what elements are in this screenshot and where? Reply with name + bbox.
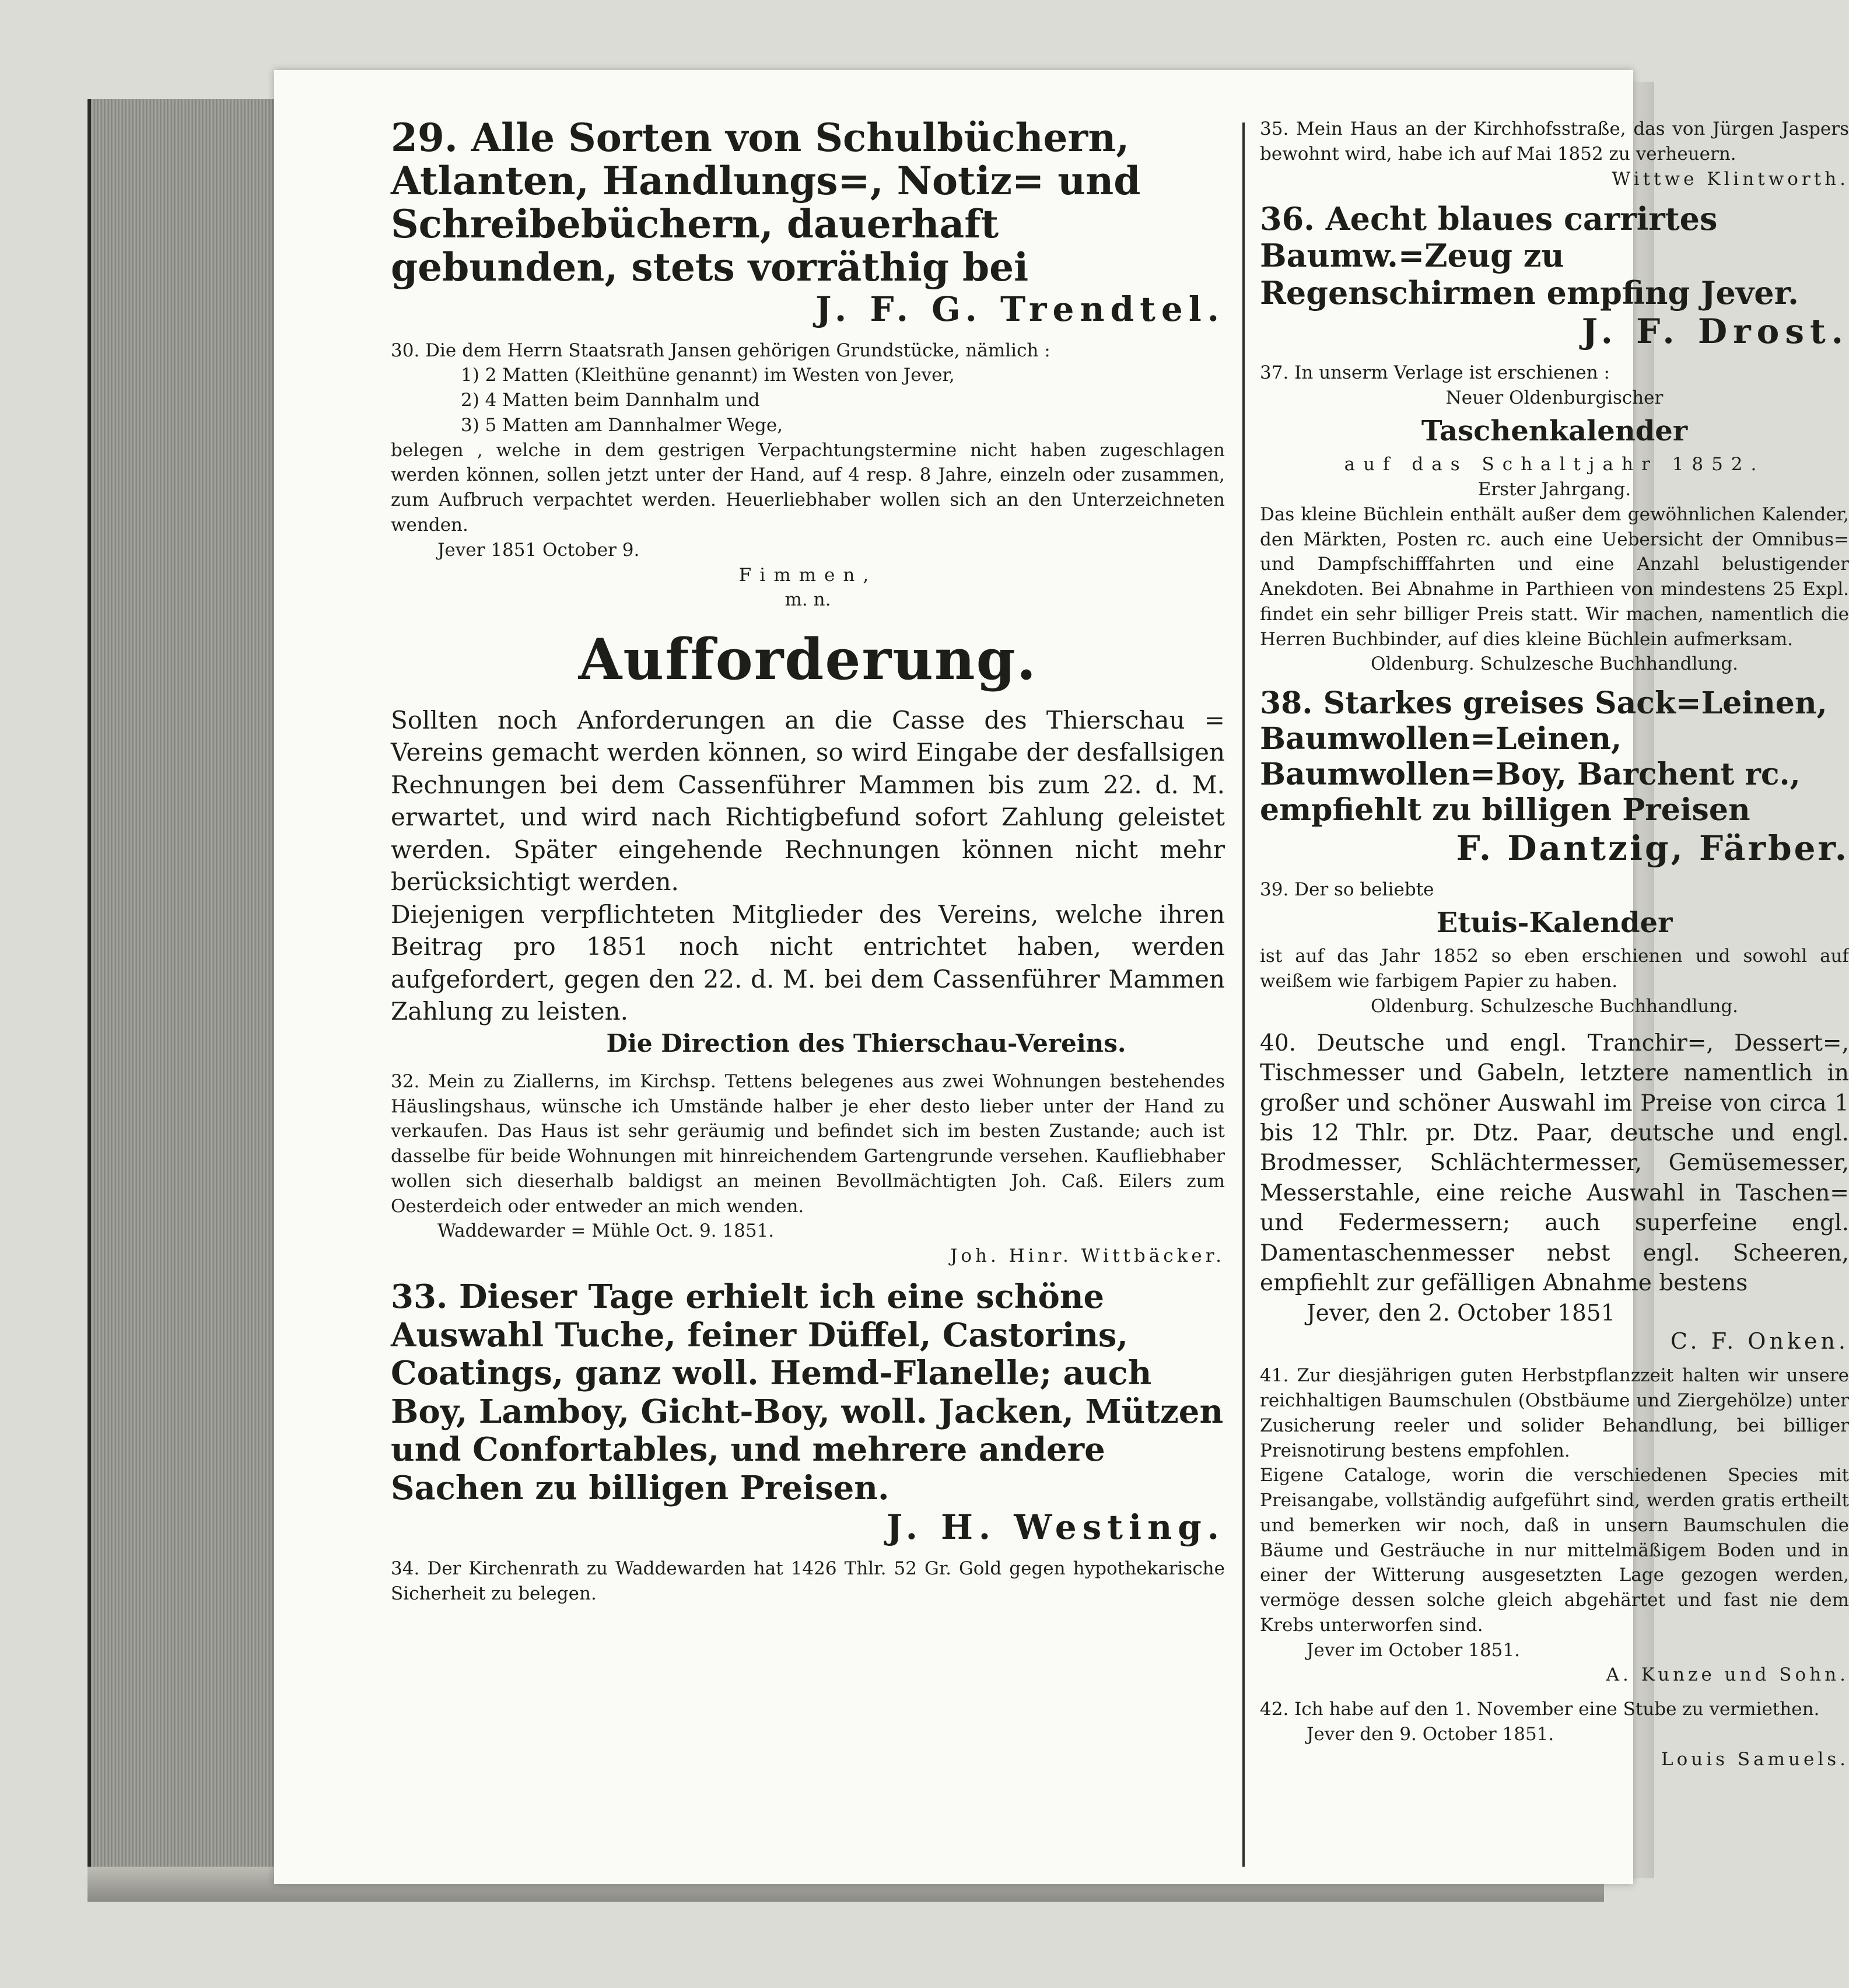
ad-34-text: 34. Der Kirchenrath zu Waddewarden hat 1426 Thlr. 52 Gr. Gold gegen hypothekarische Sicherheit zu belegen.	[391, 1558, 1225, 1604]
ad-37-title: Taschenkalender	[1421, 415, 1688, 448]
ad-38-signature: F. Dantzig, Färber.	[1456, 828, 1849, 868]
ad-30-item-2: 2) 4 Matten beim Dannhalm und	[461, 390, 760, 411]
ad-41-signature: A. Kunze und Sohn.	[1606, 1664, 1849, 1686]
ad-33-signature: J. H. Westing.	[886, 1507, 1225, 1548]
ad-41-para-2: Eigene Cataloge, worin die verschiedenen Species mit Preisangabe, vollständig aufgeführt sind, werden gratis ertheilt und bemerken wir noch, daß in unsern Baumschulen die Bäume und Gesträuche in nur mittelmäßigem Boden und in einer der Witterung ausgesetzten Lage gezogen werden, vermöge dessen solche gleich abgehärtet und fast nie dem Krebs unterworfen sind.	[1260, 1465, 1849, 1636]
ad-35-text: 35. Mein Haus an der Kirchhofsstraße, das von Jürgen Jaspers bewohnt wird, habe ich auf Mai 1852 zu verheuern.	[1260, 118, 1849, 164]
ad-30-signature: Fimmen,	[738, 564, 877, 586]
aufforderung-para-2: Diejenigen verpflichteten Mitglieder des Vereins, welche ihren Beitrag pro 1851 noch nicht entrichtet haben, werden aufgefordert, gegen den 22. d. M. bei dem Cassenführer Mammen Zahlung zu leisten.	[391, 900, 1225, 1026]
ad-29	[391, 117, 1225, 329]
ad-33-text: 33. Dieser Tage erhielt ich eine schöne Auswahl Tuche, feiner Düffel, Castorins, Coatings, ganz woll. Hemd-Flanelle; auch Boy, Lamboy, Gicht-Boy, woll. Jacken, Mützen und Confortables, und mehrere andere Sachen zu billigen Preisen.	[391, 1277, 1224, 1507]
ad-42	[1260, 1697, 1849, 1772]
ad-37-year-line: auf das Schaltjahr 1852.	[1344, 454, 1765, 475]
ad-33	[391, 1278, 1225, 1547]
ad-32	[391, 1069, 1225, 1269]
ad-40-date: Jever, den 2. October 1851	[1307, 1300, 1616, 1326]
ad-35	[1260, 117, 1849, 191]
ad-32-signature: Joh. Hinr. Wittbäcker.	[950, 1245, 1225, 1267]
ad-36-text: 36. Aecht blaues carrirtes Baumw.=Zeug zu Regenschirmen empfing Jever.	[1260, 200, 1799, 312]
ad-39	[1260, 877, 1849, 1019]
newspaper-page	[274, 70, 1849, 1884]
aufforderung-notice	[391, 626, 1225, 1060]
ad-36	[1260, 201, 1849, 351]
ad-30	[391, 338, 1225, 612]
aufforderung-heading: Aufforderung.	[578, 626, 1038, 693]
ad-38	[1260, 686, 1849, 867]
ad-37-edition: Erster Jahrgang.	[1477, 479, 1631, 501]
ad-41-para-1: 41. Zur diesjährigen guten Herbstpflanzzeit halten wir unsere reichhaltigen Baumschulen (Obstbäume und Ziergehölze) unter Zusicherung reeler und solider Behandlung, bei billiger Preisnotirung bestens empfohlen.	[1260, 1365, 1849, 1461]
column-divider	[1242, 123, 1245, 1867]
ad-37-intro: 37. In unserm Verlage ist erschienen :	[1260, 362, 1610, 383]
ad-37-body: Das kleine Büchlein enthält außer dem gewöhnlichen Kalender, den Märkten, Posten rc. auch eine Uebersicht der Omnibus= und Dampfschifffahrten und eine Anzahl belustigender Anekdoten. Bei Abnahme in Parthieen von mindestens 25 Expl. findet ein sehr billiger Preis statt. Wir machen, namentlich die Herren Buchbinder, auf dies kleine Büchlein aufmerksam.	[1260, 503, 1849, 650]
ad-41-date: Jever im October 1851.	[1307, 1639, 1520, 1661]
ad-39-signature: Oldenburg. Schulzesche Buchhandlung.	[1370, 995, 1739, 1017]
ad-30-intro: 30. Die dem Herrn Staatsrath Jansen gehörigen Grundstücke, nämlich :	[391, 340, 1050, 361]
ad-37-signature: Oldenburg. Schulzesche Buchhandlung.	[1370, 653, 1739, 675]
ad-42-text: 42. Ich habe auf den 1. November eine Stube zu vermiethen.	[1260, 1699, 1820, 1720]
ad-40	[1260, 1028, 1849, 1354]
ad-42-signature: Louis Samuels.	[1661, 1748, 1849, 1770]
ad-40-text: 40. Deutsche und engl. Tranchir=, Dessert=, Tischmesser und Gabeln, letztere namentlich in großer und schöner Auswahl im Preise von circa 1 bis 12 Thlr. pr. Dtz. Paar, deutsche und engl. Brodmesser, Schlächtermesser, Gemüsemesser, Messerstahle, eine reiche Auswahl in Taschen= und Federmessern; auch superfeine engl. Damentaschenmesser nebst engl. Scheeren, empfiehlt zur gefälligen Abnahme bestens	[1260, 1030, 1849, 1297]
ad-41	[1260, 1363, 1849, 1688]
left-column	[391, 117, 1225, 1616]
ad-34	[391, 1556, 1225, 1606]
ad-40-signature: C. F. Onken.	[1670, 1328, 1849, 1354]
ad-39-body: ist auf das Jahr 1852 so eben erschienen und sowohl auf weißem wie farbigem Papier zu haben.	[1260, 946, 1849, 992]
ad-39-title: Etuis-Kalender	[1436, 907, 1673, 940]
ad-38-text: 38. Starkes greises Sack=Leinen, Baumwollen=Leinen, Baumwollen=Boy, Barchent rc., empfiehlt zu billigen Preisen	[1260, 685, 1827, 828]
book-page-edges	[87, 99, 283, 1896]
ad-42-date: Jever den 9. October 1851.	[1307, 1724, 1554, 1745]
aufforderung-signature: Die Direction des Thierschau-Vereins.	[606, 1029, 1126, 1058]
ad-29-text: 29. Alle Sorten von Schulbüchern, Atlanten, Handlungs=, Notiz= und Schreibebüchern, dauerhaft gebunden, stets vorräthig bei	[391, 115, 1141, 290]
ad-32-date: Waddewarder = Mühle Oct. 9. 1851.	[437, 1220, 775, 1242]
ad-32-text: 32. Mein zu Ziallerns, im Kirchsp. Tettens belegenes aus zwei Wohnungen bestehendes Häuslingshaus, wünsche ich Umstände halber je eher desto lieber unter der Hand zu verkaufen. Das Haus ist sehr geräumig und befindet sich im besten Zustande; auch ist dasselbe für beide Wohnungen mit hinreichendem Gartengrunde versehen. Kaufliebhaber wollen sich dieserhalb baldigst an meinen Bevollmächtigten Joh. Caß. Eilers zum Oesterdeich oder entweder an mich wenden.	[391, 1070, 1225, 1217]
ad-30-item-3: 3) 5 Matten am Dannhalmer Wege,	[461, 414, 783, 436]
ad-30-item-1: 1) 2 Matten (Kleithüne genannt) im Westen von Jever,	[461, 365, 955, 386]
ad-30-date: Jever 1851 October 9.	[437, 539, 640, 561]
ad-37-subtitle: Neuer Oldenburgischer	[1445, 387, 1664, 408]
ad-35-signature: Wittwe Klintworth.	[1612, 168, 1849, 190]
aufforderung-para-1: Sollten noch Anforderungen an die Casse des Thierschau = Vereins gemacht werden können, so wird Eingabe der desfallsigen Rechnungen bei dem Cassenführer Mammen bis zum 22. d. M. erwartet, und wird nach Richtigbefund sofort Zahlung geleistet werden. Später eingehende Rechnungen können nicht mehr berücksichtigt werden.	[391, 706, 1225, 897]
ad-30-signature-2: m. n.	[785, 589, 831, 611]
ad-39-intro: 39. Der so beliebte	[1260, 878, 1434, 900]
ad-36-signature: J. F. Drost.	[1581, 311, 1849, 351]
right-column	[1260, 117, 1849, 1782]
ad-37	[1260, 360, 1849, 677]
ad-29-signature: J. F. G. Trendtel.	[815, 289, 1225, 329]
ad-30-body: belegen , welche in dem gestrigen Verpachtungstermine nicht haben zugeschlagen werden können, sollen jetzt unter der Hand, auf 4 resp. 8 Jahre, einzeln oder zusammen, zum Aufbruch verpachtet werden. Heuerliebhaber wollen sich an den Unterzeichneten wenden.	[391, 439, 1225, 536]
